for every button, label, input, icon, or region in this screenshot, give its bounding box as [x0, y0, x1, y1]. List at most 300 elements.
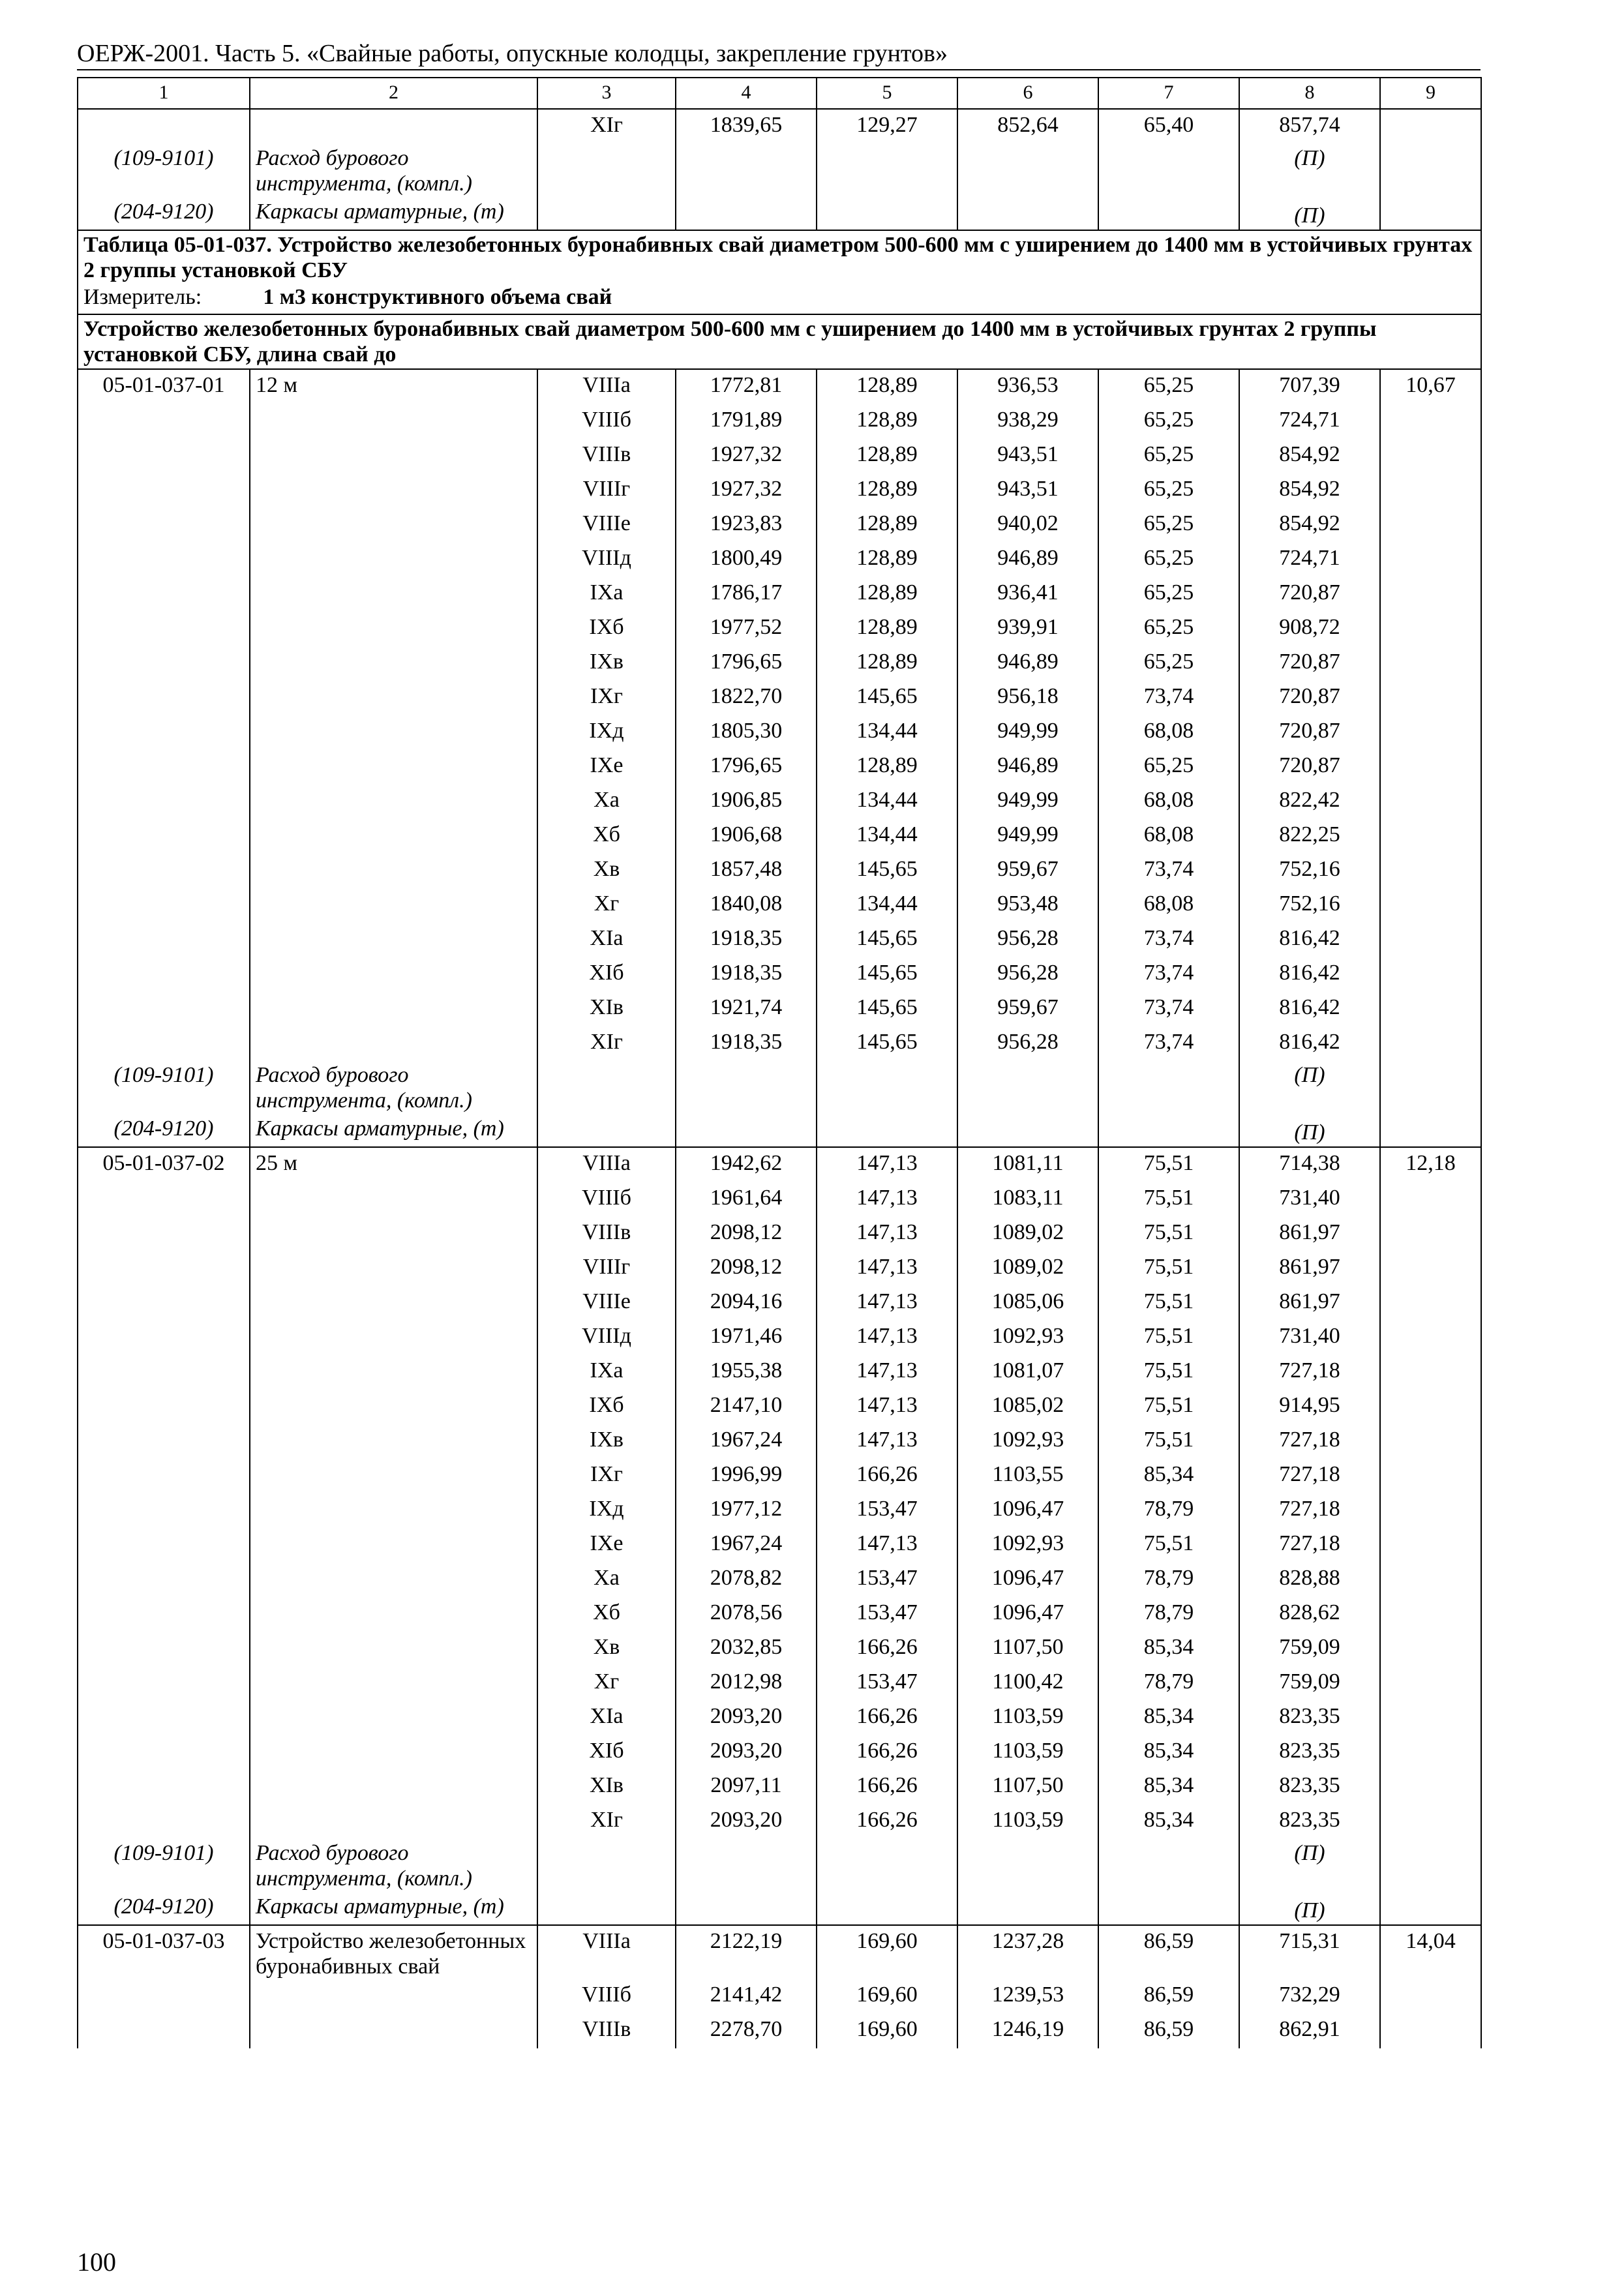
cell-col5: 147,13	[817, 1321, 957, 1355]
cell-col4: 2078,82	[676, 1563, 817, 1597]
measure-row	[78, 284, 1481, 314]
cell-col7: 75,51	[1098, 1424, 1239, 1459]
empty-cell	[1380, 1804, 1481, 1839]
empty-cell	[78, 577, 250, 612]
empty-cell	[250, 1563, 537, 1597]
empty-cell	[250, 1217, 537, 1251]
cell-col7: 65,40	[1098, 109, 1239, 144]
empty-cell	[250, 1701, 537, 1735]
empty-cell	[250, 612, 537, 646]
cell-col7: 73,74	[1098, 923, 1239, 957]
empty-cell	[1380, 1597, 1481, 1632]
table-row	[78, 404, 1481, 439]
cell-col8: 861,97	[1239, 1251, 1380, 1286]
empty-cell	[78, 473, 250, 508]
cell-col6: 956,18	[957, 681, 1098, 715]
empty-cell	[1098, 1893, 1239, 1925]
cell-col7: 75,51	[1098, 1286, 1239, 1321]
cell-col5: 134,44	[817, 785, 957, 819]
cell-col5: 145,65	[817, 923, 957, 957]
empty-cell	[250, 646, 537, 681]
empty-cell	[78, 1321, 250, 1355]
cell-col4: 1800,49	[676, 543, 817, 577]
table-row	[78, 1563, 1481, 1597]
col-num: 6	[957, 78, 1098, 109]
empty-cell	[250, 1390, 537, 1424]
cell-col8: 727,18	[1239, 1493, 1380, 1528]
soil-group: VIIIг	[537, 473, 676, 508]
empty-cell	[957, 1115, 1098, 1147]
soil-group: VIIIa	[537, 1147, 676, 1182]
resource-code: (109-9101)	[78, 144, 250, 198]
cell-col4: 1786,17	[676, 577, 817, 612]
empty-cell	[1380, 543, 1481, 577]
column-number-row	[78, 78, 1481, 109]
cell-col4: 1796,65	[676, 646, 817, 681]
empty-cell	[250, 1026, 537, 1061]
cell-col7: 85,34	[1098, 1735, 1239, 1770]
table-row	[78, 1182, 1481, 1217]
empty-cell	[78, 888, 250, 923]
table-row	[78, 646, 1481, 681]
cell-col7: 78,79	[1098, 1563, 1239, 1597]
cell-col8: 822,42	[1239, 785, 1380, 819]
cell-col6: 1103,59	[957, 1735, 1098, 1770]
cell-col6: 1103,59	[957, 1804, 1098, 1839]
cell-col5: 169,60	[817, 2014, 957, 2048]
table-row	[78, 612, 1481, 646]
empty-cell	[78, 1390, 250, 1424]
empty-cell	[1380, 957, 1481, 992]
empty-cell	[78, 1770, 250, 1804]
cell-col5: 169,60	[817, 1925, 957, 1979]
empty-cell	[78, 646, 250, 681]
cell-col5: 147,13	[817, 1251, 957, 1286]
table-row	[78, 577, 1481, 612]
empty-cell	[676, 1893, 817, 1925]
cell-col7: 86,59	[1098, 1979, 1239, 2014]
cell-col6: 1246,19	[957, 2014, 1098, 2048]
cell-col8: 720,87	[1239, 750, 1380, 785]
cell-col4: 1918,35	[676, 923, 817, 957]
soil-group: VIIIб	[537, 1182, 676, 1217]
cell-col7: 85,34	[1098, 1632, 1239, 1666]
cell-col8: 854,92	[1239, 439, 1380, 473]
cell-col6: 1085,02	[957, 1390, 1098, 1424]
cell-col8: 854,92	[1239, 473, 1380, 508]
empty-cell	[78, 439, 250, 473]
table-row	[78, 992, 1481, 1026]
cell-col6: 1096,47	[957, 1597, 1098, 1632]
empty-cell	[250, 957, 537, 992]
empty-cell	[957, 1061, 1098, 1115]
empty-cell	[1380, 612, 1481, 646]
cell-col4: 1839,65	[676, 109, 817, 144]
empty-cell	[1380, 1979, 1481, 2014]
cell-col8: 752,16	[1239, 854, 1380, 888]
table-row	[78, 854, 1481, 888]
empty-cell	[817, 1839, 957, 1893]
rate-code: 05-01-037-01	[78, 369, 250, 404]
soil-group: VIIIв	[537, 439, 676, 473]
cell-col6: 959,67	[957, 992, 1098, 1026]
cell-col7: 85,34	[1098, 1459, 1239, 1493]
col-num: 3	[537, 78, 676, 109]
soil-group: VIIIa	[537, 369, 676, 404]
empty-cell	[78, 957, 250, 992]
cell-col5: 128,89	[817, 543, 957, 577]
cell-col8: 914,95	[1239, 1390, 1380, 1424]
resource-mark: (П)	[1239, 1061, 1380, 1115]
cell-col8: 724,71	[1239, 543, 1380, 577]
cell-col8: 816,42	[1239, 923, 1380, 957]
table-row	[78, 1632, 1481, 1666]
soil-group: IXд	[537, 715, 676, 750]
cell-col8: 816,42	[1239, 1026, 1380, 1061]
resource-code: (109-9101)	[78, 1061, 250, 1115]
table-row	[78, 888, 1481, 923]
table-row	[78, 1770, 1481, 1804]
empty-cell	[1380, 923, 1481, 957]
cell-col7: 73,74	[1098, 681, 1239, 715]
cell-col7: 75,51	[1098, 1528, 1239, 1563]
cell-col5: 169,60	[817, 1979, 957, 2014]
measure-label: Измеритель:	[83, 285, 202, 309]
cell-col4: 1977,12	[676, 1493, 817, 1528]
cell-col6: 943,51	[957, 439, 1098, 473]
table-row	[78, 1286, 1481, 1321]
cell-col6: 1103,55	[957, 1459, 1098, 1493]
table-row	[78, 1251, 1481, 1286]
cell-col7: 85,34	[1098, 1804, 1239, 1839]
table-row	[78, 715, 1481, 750]
empty-cell	[78, 1026, 250, 1061]
cell-col8: 861,97	[1239, 1217, 1380, 1251]
cell-col5: 134,44	[817, 888, 957, 923]
cell-col8: 816,42	[1239, 957, 1380, 992]
table-row	[78, 1528, 1481, 1563]
empty-cell	[1380, 1701, 1481, 1735]
soil-group: Xв	[537, 854, 676, 888]
soil-group: XIг	[537, 1804, 676, 1839]
empty-cell	[250, 1355, 537, 1390]
cell-col7: 68,08	[1098, 819, 1239, 854]
resource-mark: (П)	[1239, 198, 1380, 230]
cell-col4: 2032,85	[676, 1632, 817, 1666]
cell-col4: 1977,52	[676, 612, 817, 646]
cell-col5: 147,13	[817, 1286, 957, 1321]
empty-cell	[676, 1115, 817, 1147]
cell-col4: 1927,32	[676, 439, 817, 473]
cell-col8: 732,29	[1239, 1979, 1380, 2014]
page-number: 100	[77, 2247, 116, 2277]
empty-cell	[78, 1182, 250, 1217]
cell-col6: 852,64	[957, 109, 1098, 144]
cell-col6: 953,48	[957, 888, 1098, 923]
cell-col4: 1796,65	[676, 750, 817, 785]
cell-col4: 1822,70	[676, 681, 817, 715]
cell-col8: 908,72	[1239, 612, 1380, 646]
cell-col6: 1107,50	[957, 1632, 1098, 1666]
rate-code: 05-01-037-02	[78, 1147, 250, 1182]
table-row	[78, 1597, 1481, 1632]
table-row	[78, 750, 1481, 785]
cell-col5: 147,13	[817, 1424, 957, 1459]
cell-col4: 2098,12	[676, 1251, 817, 1286]
cell-col8: 823,35	[1239, 1770, 1380, 1804]
cell-col6: 949,99	[957, 785, 1098, 819]
subtitle-row	[78, 314, 1481, 369]
empty-cell	[1380, 1666, 1481, 1701]
cell-col5: 129,27	[817, 109, 957, 144]
empty-cell	[78, 854, 250, 888]
table-row	[78, 1804, 1481, 1839]
table-row	[78, 1701, 1481, 1735]
soil-group: IXг	[537, 1459, 676, 1493]
cell-col5: 147,13	[817, 1147, 957, 1182]
cell-col8: 857,74	[1239, 109, 1380, 144]
empty-cell	[78, 681, 250, 715]
cell-col7: 65,25	[1098, 612, 1239, 646]
cell-col6: 938,29	[957, 404, 1098, 439]
soil-group: Xб	[537, 819, 676, 854]
empty-cell	[1380, 1459, 1481, 1493]
cell-col4: 1967,24	[676, 1528, 817, 1563]
empty-cell	[78, 750, 250, 785]
soil-group: VIIIв	[537, 1217, 676, 1251]
resource-mark: (П)	[1239, 1839, 1380, 1893]
soil-group: IXб	[537, 1390, 676, 1424]
table-row	[78, 1459, 1481, 1493]
cell-col4: 1955,38	[676, 1355, 817, 1390]
cell-col4: 1805,30	[676, 715, 817, 750]
resource-name: Каркасы арматурные, (т)	[250, 1115, 537, 1147]
empty-cell	[1380, 1735, 1481, 1770]
cell-col9: 12,18	[1380, 1147, 1481, 1182]
empty-cell	[1380, 1115, 1481, 1147]
empty-cell	[78, 1666, 250, 1701]
empty-cell	[1380, 404, 1481, 439]
empty-cell	[1380, 750, 1481, 785]
resource-row	[78, 1115, 1481, 1147]
cell-col6: 956,28	[957, 923, 1098, 957]
cell-col8: 759,09	[1239, 1666, 1380, 1701]
table-row	[78, 473, 1481, 508]
soil-group: IXa	[537, 577, 676, 612]
empty-cell	[78, 612, 250, 646]
empty-cell	[957, 1839, 1098, 1893]
empty-cell	[250, 1424, 537, 1459]
soil-group: XIв	[537, 992, 676, 1026]
empty-cell	[1380, 1182, 1481, 1217]
empty-cell	[78, 1804, 250, 1839]
resource-row	[78, 1061, 1481, 1115]
cell-col5: 147,13	[817, 1217, 957, 1251]
empty-cell	[250, 1804, 537, 1839]
table-row	[78, 957, 1481, 992]
col-num: 2	[250, 78, 537, 109]
cell-col7: 78,79	[1098, 1493, 1239, 1528]
section-subtitle: Устройство железобетонных буронабивных свай диаметром 500-600 мм с уширением до 1400 мм в устойчивых грунтах 2 группы установкой СБУ, длина свай до	[78, 314, 1481, 369]
empty-cell	[1380, 508, 1481, 543]
cell-col8: 861,97	[1239, 1286, 1380, 1321]
empty-cell	[250, 1321, 537, 1355]
empty-cell	[250, 750, 537, 785]
cell-col5: 166,26	[817, 1459, 957, 1493]
cell-col5: 145,65	[817, 1026, 957, 1061]
cell-col7: 65,25	[1098, 404, 1239, 439]
empty-cell	[78, 508, 250, 543]
resource-name: Каркасы арматурные, (т)	[250, 198, 537, 230]
cell-col5: 166,26	[817, 1804, 957, 1839]
cell-col7: 75,51	[1098, 1217, 1239, 1251]
table-row	[78, 819, 1481, 854]
resource-name: Каркасы арматурные, (т)	[250, 1893, 537, 1925]
soil-group: IXе	[537, 1528, 676, 1563]
soil-group: VIIIв	[537, 2014, 676, 2048]
cell-col8: 816,42	[1239, 992, 1380, 1026]
cell-col4: 1927,32	[676, 473, 817, 508]
cell-col4: 1906,68	[676, 819, 817, 854]
resource-row	[78, 1893, 1481, 1925]
cell-col5: 153,47	[817, 1666, 957, 1701]
empty-cell	[250, 888, 537, 923]
cell-col4: 2141,42	[676, 1979, 817, 2014]
empty-cell	[1380, 1026, 1481, 1061]
cell-col4: 2278,70	[676, 2014, 817, 2048]
cell-col8: 731,40	[1239, 1182, 1380, 1217]
cell-col7: 68,08	[1098, 785, 1239, 819]
cell-col5: 166,26	[817, 1632, 957, 1666]
empty-cell	[1098, 1061, 1239, 1115]
cell-col4: 1942,62	[676, 1147, 817, 1182]
cell-col6: 1089,02	[957, 1251, 1098, 1286]
empty-cell	[250, 439, 537, 473]
table-row	[78, 508, 1481, 543]
col-num: 1	[78, 78, 250, 109]
cell-col4: 1923,83	[676, 508, 817, 543]
cell-col6: 1081,07	[957, 1355, 1098, 1390]
empty-cell	[1380, 646, 1481, 681]
empty-cell	[537, 1115, 676, 1147]
cell-col6: 936,53	[957, 369, 1098, 404]
cell-col5: 128,89	[817, 612, 957, 646]
cell-col7: 65,25	[1098, 577, 1239, 612]
cell-col7: 73,74	[1098, 992, 1239, 1026]
empty-cell	[78, 1424, 250, 1459]
soil-group: Xa	[537, 785, 676, 819]
empty-cell	[250, 1666, 537, 1701]
col-num: 7	[1098, 78, 1239, 109]
empty-cell	[250, 577, 537, 612]
cell-col5: 166,26	[817, 1701, 957, 1735]
cell-col5: 153,47	[817, 1597, 957, 1632]
table-row	[78, 785, 1481, 819]
cell-col7: 73,74	[1098, 1026, 1239, 1061]
empty-cell	[78, 1251, 250, 1286]
empty-cell	[1380, 1286, 1481, 1321]
soil-group: IXв	[537, 646, 676, 681]
empty-cell	[250, 1979, 537, 2014]
rate-name: Устройство железобетонных буронабивных свай	[250, 1925, 537, 1979]
cell-col7: 75,51	[1098, 1390, 1239, 1424]
empty-cell	[78, 1459, 250, 1493]
cell-col6: 1100,42	[957, 1666, 1098, 1701]
empty-cell	[1098, 1115, 1239, 1147]
empty-cell	[957, 1893, 1098, 1925]
rates-table	[77, 77, 1482, 2048]
cell-col5: 166,26	[817, 1770, 957, 1804]
cell-col4: 1791,89	[676, 404, 817, 439]
empty-cell	[676, 1061, 817, 1115]
cell-col6: 1089,02	[957, 1217, 1098, 1251]
empty-cell	[250, 1735, 537, 1770]
running-header: ОЕРЖ-2001. Часть 5. «Свайные работы, опускные колодцы, закрепление грунтов»	[77, 40, 948, 67]
cell-col8: 823,35	[1239, 1701, 1380, 1735]
cell-col6: 1083,11	[957, 1182, 1098, 1217]
cell-col8: 720,87	[1239, 577, 1380, 612]
soil-group: VIIIг	[537, 1251, 676, 1286]
soil-group: VIIIa	[537, 1925, 676, 1979]
cell-col7: 65,25	[1098, 646, 1239, 681]
cell-col5: 147,13	[817, 1528, 957, 1563]
cell-col4: 1961,64	[676, 1182, 817, 1217]
empty-cell	[1380, 1563, 1481, 1597]
empty-cell	[78, 819, 250, 854]
cell-col8: 759,09	[1239, 1632, 1380, 1666]
empty-cell	[1380, 1528, 1481, 1563]
cell-col6: 956,28	[957, 1026, 1098, 1061]
cell-col7: 73,74	[1098, 854, 1239, 888]
soil-group: Xa	[537, 1563, 676, 1597]
empty-cell	[78, 1632, 250, 1666]
cell-col6: 1107,50	[957, 1770, 1098, 1804]
table-row	[78, 1666, 1481, 1701]
cell-col7: 75,51	[1098, 1251, 1239, 1286]
empty-cell	[250, 404, 537, 439]
empty-cell	[1380, 854, 1481, 888]
resource-row	[78, 144, 1481, 198]
cell-col7: 65,25	[1098, 750, 1239, 785]
empty-cell	[1380, 1893, 1481, 1925]
cell-col5: 128,89	[817, 404, 957, 439]
empty-cell	[1380, 1493, 1481, 1528]
soil-group: VIIIб	[537, 1979, 676, 2014]
cell-col9: 10,67	[1380, 369, 1481, 404]
cell-col8: 828,62	[1239, 1597, 1380, 1632]
cell-col4: 1967,24	[676, 1424, 817, 1459]
empty-cell	[78, 923, 250, 957]
cell-col7: 65,25	[1098, 439, 1239, 473]
rate-name: 25 м	[250, 1147, 537, 1182]
soil-group: VIIIб	[537, 404, 676, 439]
cell-col5: 128,89	[817, 646, 957, 681]
empty-cell	[250, 543, 537, 577]
cell-col5: 166,26	[817, 1735, 957, 1770]
empty-cell	[817, 1893, 957, 1925]
empty-cell	[1380, 1355, 1481, 1390]
cell-col4: 1772,81	[676, 369, 817, 404]
cell-col8: 727,18	[1239, 1528, 1380, 1563]
cell-col8: 715,31	[1239, 1925, 1380, 1979]
empty-cell	[250, 819, 537, 854]
cell-col7: 73,74	[1098, 957, 1239, 992]
table-row	[78, 1355, 1481, 1390]
empty-cell	[1380, 1424, 1481, 1459]
empty-cell	[1380, 888, 1481, 923]
resource-code: (204-9120)	[78, 1893, 250, 1925]
col-num: 9	[1380, 78, 1481, 109]
